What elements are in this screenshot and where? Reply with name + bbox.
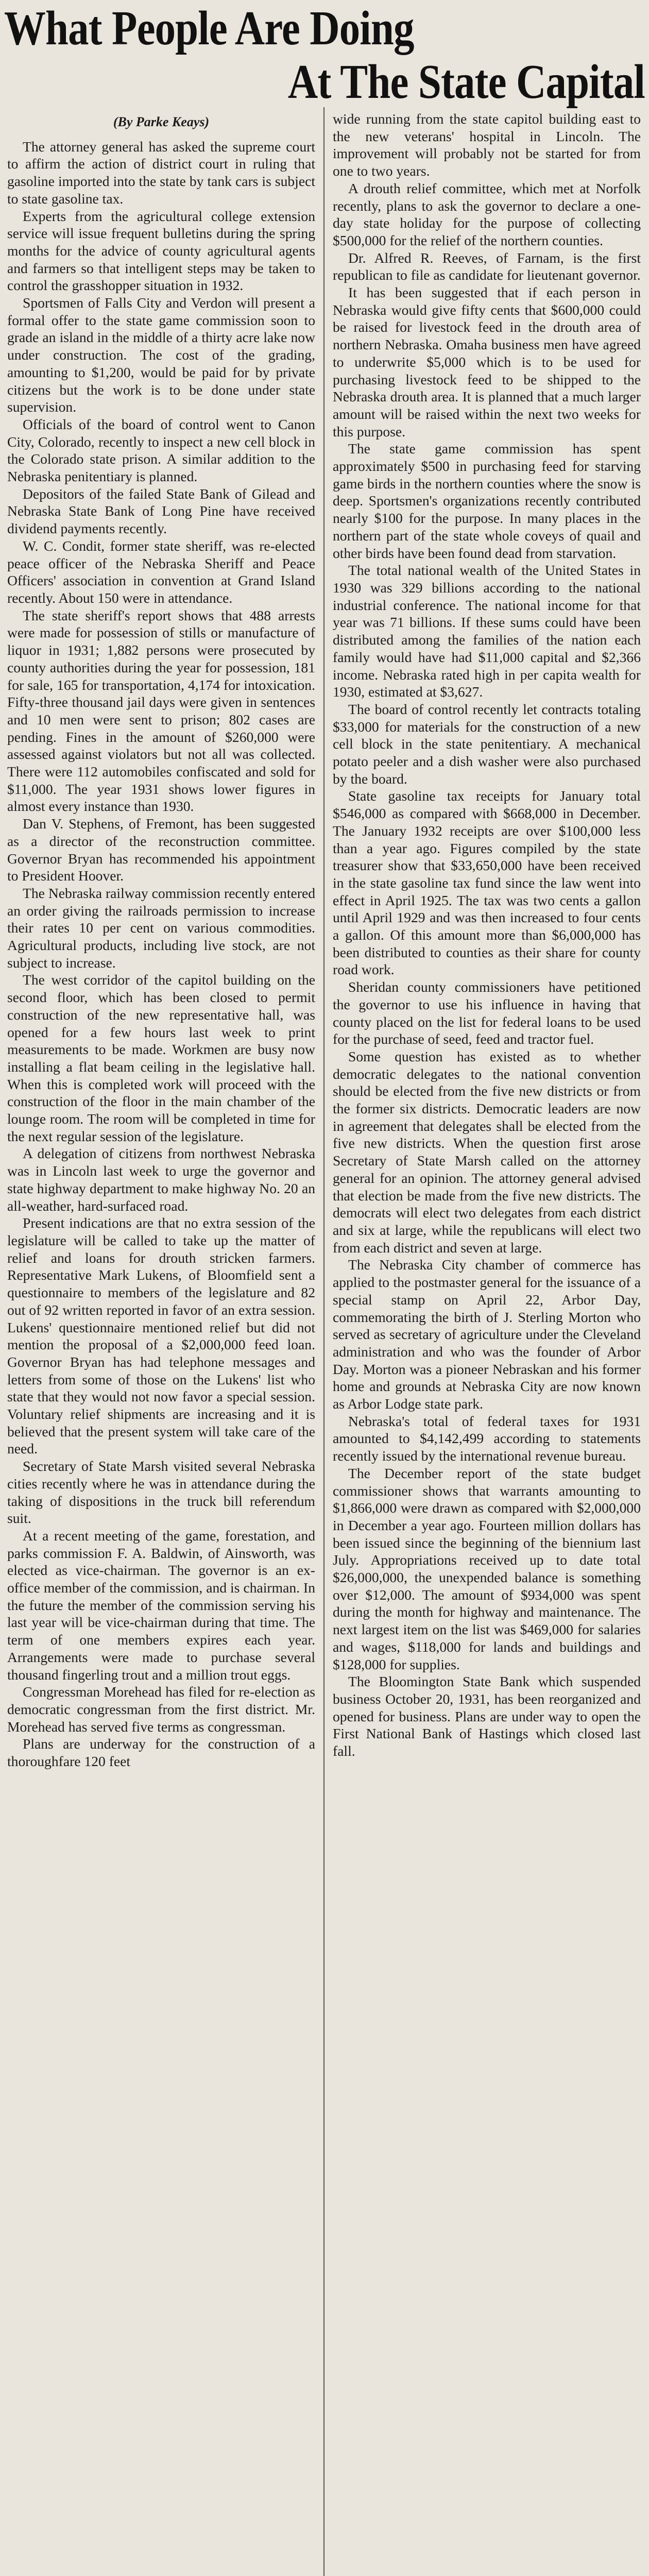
- article-column-left: [7, 110, 315, 1770]
- paragraph: Depositors of the failed State Bank of Gilead and Nebraska State Bank of Long Pine have received dividend payments recently.: [7, 485, 315, 537]
- column-divider: [323, 107, 324, 2576]
- paragraph: Secretary of State Marsh visited several Nebraska cities recently where he was in attendance during the taking of dispositions in the truck bill referendum suit.: [7, 1458, 315, 1527]
- paragraph-continued: wide running from the state capitol building east to the new veterans' hospital in Lincoln. The improvement will probably not be started for from one to two years.: [333, 111, 641, 179]
- paragraph: At a recent meeting of the game, forestation, and parks commission F. A. Baldwin, of Ainsworth, was elected as vice-chairman. The governor is an ex-office member of the commission, and is chairman. In the future the member of the commission serving his last year will be vice-chairman during that time. The term of one members expires each year. Arrangements were made to purchase several thousand fingerling trout and a million trout eggs.: [7, 1527, 315, 1683]
- article-column-right: [333, 110, 641, 1760]
- paragraph: Some question has existed as to whether democratic delegates to the national convention should be elected from the five new districts or from the former six districts. Democratic leaders are now in agreement that delegates shall be elected from the five new districts. When the question first arose Secretary of State Marsh called on the attorney general for an opinion. The attorney general advised that election be made from the five new districts. The democrats will elect two delegates from each district and six at large, while the republicans will elect two from each district and seven at large.: [333, 1048, 641, 1256]
- paragraph: The Nebraska City chamber of commerce has applied to the postmaster general for the issuance of a special stamp on April 22, Arbor Day, commemorating the birth of J. Sterling Morton who served as secretary of agriculture under the Cleveland administration and who was the founder of Arbor Day. Morton was a pioneer Nebraskan and his former home and grounds at Nebraska City are now known as Arbor Lodge state park.: [333, 1257, 641, 1412]
- paragraph: The state sheriff's report shows that 488 arrests were made for possession of stills or manufacture of liquor in 1931; 1,882 persons were prosecuted by county authorities during the year for possession, 181 for sale, 165 for transportation, 4,174 for intoxication. Fifty-three thousand jail days were given in sentences and 10 men were sent to prison; 802 cases are pending. Fines in the amount of $260,000 were assessed against violators but not all was collected. There were 112 automobiles confiscated and sold for $11,000. The year 1931 shows lower figures in almost every instance than 1930.: [7, 607, 315, 815]
- paragraph: The total national wealth of the United States in 1930 was 329 billions according to the national industrial conference. The national income for that year was 71 billions. If these sums could have been distributed among the families of the nation each family would have had $11,000 capital and $2,366 income. Nebraska rated high in per capita wealth for 1930, estimated at $3,627.: [333, 562, 641, 700]
- paragraph: Dr. Alfred R. Reeves, of Farnam, is the first republican to file as candidate for lieutenant governor.: [333, 249, 641, 283]
- paragraph: State gasoline tax receipts for January total $546,000 as compared with $668,000 in December. The January 1932 receipts are over $100,000 less than a year ago. Figures compiled by the state treasurer show that $33,650,000 have been received in the state gasoline tax fund since the law went into effect in April 1925. The tax was two cents a gallon until April 1929 and was then increased to four cents a gallon. Of this amount more than $6,000,000 has been distributed to counties as their share for county road work.: [333, 788, 641, 978]
- paragraph: The state game commission has spent approximately $500 in purchasing feed for starving game birds in the northern counties where the snow is deep. Sportsmen's organizations recently contributed nearly $100 for the purpose. In many places in the northern part of the state whole coveys of quail and other birds have been found dead from starvation.: [333, 440, 641, 561]
- headline-line-2: At The State Capital: [287, 55, 645, 109]
- byline: (By Parke Keays): [113, 114, 210, 129]
- paragraph: Present indications are that no extra session of the legislature will be called to take up the matter of relief and loans for drouth stricken farmers. Representative Mark Lukens, of Bloomfield sent a questionnaire to members of the legislature and 82 out of 92 written reported in favor of an extra session. Lukens' questionnaire mentioned relief but did not mention the proposal of a $2,000,000 feed loan. Governor Bryan has had telephone messages and letters from some of those on the Lukens' list who state that they would not now favor a special session. Voluntary relief shipments are increasing and it is believed that the present system will take care of the need.: [7, 1215, 315, 1457]
- paragraph: Plans are underway for the construction of a thoroughfare 120 feet: [7, 1736, 315, 1770]
- paragraph: The board of control recently let contracts totaling $33,000 for materials for the construction of a new cell block in the state penitentiary. A mechanical potato peeler and a dish washer were also purchased by the board.: [333, 701, 641, 787]
- paragraph: Congressman Morehead has filed for re-election as democratic congressman from the first district. Mr. Morehead has served five terms as congressman.: [7, 1684, 315, 1735]
- headline-line-1: What People Are Doing: [4, 2, 414, 55]
- paragraph: Nebraska's total of federal taxes for 1931 amounted to $4,142,499 according to statements recently issued by the international revenue bureau.: [333, 1413, 641, 1464]
- paragraph: The December report of the state budget commissioner shows that warrants amounting to $1,866,000 were drawn as compared with $2,000,000 in December a year ago. Fourteen million dollars has been issued since the beginning of the biennium last July. Appropriations received up to date total $26,000,000, the unexpended balance is something over $12,000. The amount of $934,000 was spent during the month for highway and maintenance. The next largest item on the list was $469,000 for salaries and wages, $118,000 for lands and buildings and $128,000 for supplies.: [333, 1465, 641, 1672]
- paragraph: Experts from the agricultural college extension service will issue frequent bulletins during the spring months for the advice of county agricultural agents and farmers so that intelligent steps may be taken to control the grasshopper situation in 1932.: [7, 208, 315, 294]
- paragraph: Sportsmen of Falls City and Verdon will present a formal offer to the state game commission soon to grade an island in the middle of a thirty acre lake now under construction. The cost of the grading, amounting to $1,200, would be paid for by private citizens but the work is to be done under state supervision.: [7, 295, 315, 415]
- paragraph: A delegation of citizens from northwest Nebraska was in Lincoln last week to urge the governor and state highway department to make highway No. 20 an all-weather, hard-surfaced road.: [7, 1145, 315, 1214]
- paragraph: The attorney general has asked the supreme court to affirm the action of district court in ruling that gasoline imported into the state by tank cars is subject to state gasoline tax.: [7, 138, 315, 207]
- paragraph: The Nebraska railway commission recently entered an order giving the railroads permission to increase their rates 10 per cent on various commodities. Agricultural products, including live stock, are not subject to increase.: [7, 885, 315, 971]
- paragraph: Dan V. Stephens, of Fremont, has been suggested as a director of the reconstruction committee. Governor Bryan has recommended his appointment to President Hoover.: [7, 816, 315, 884]
- paragraph: Sheridan county commissioners have petitioned the governor to use his influence in having that county placed on the list for federal loans to be used for the purchase of seed, feed and tractor fuel.: [333, 979, 641, 1047]
- paragraph: A drouth relief committee, which met at Norfolk recently, plans to ask the governor to declare a one-day state holiday for the purpose of collecting $500,000 for the relief of the northern counties.: [333, 180, 641, 248]
- paragraph: The Bloomington State Bank which suspended business October 20, 1931, has been reorganized and opened for business. Plans are under way to open the First National Bank of Hastings which closed last fall.: [333, 1673, 641, 1759]
- paragraph: W. C. Condit, former state sheriff, was re-elected peace officer of the Nebraska Sheriff and Peace Officers' association in convention at Grand Island recently. About 150 were in attendance.: [7, 537, 315, 606]
- paragraph: Officials of the board of control went to Canon City, Colorado, recently to inspect a new cell block in the Colorado state prison. A similar addition to the Nebraska penitentiary is planned.: [7, 416, 315, 485]
- paragraph: The west corridor of the capitol building on the second floor, which has been closed to permit construction of the new representative hall, was opened for a few hours last week to print measurements to be made. Workmen are busy now installing a flat beam ceiling in the legislative hall. When this is completed work will proceed with the construction of the floor in the main chamber of the lounge room. The room will be completed in time for the next regular session of the legislature.: [7, 972, 315, 1144]
- paragraph: It has been suggested that if each person in Nebraska would give fifty cents that $600,000 could be raised for livestock feed in the drouth area of northern Nebraska. Omaha business men have agreed to underwrite $5,000 which is to be used for purchasing livestock feed to be shipped to the Nebraska drouth area. It is planned that a much larger amount will be raised within the next two weeks for this purpose.: [333, 284, 641, 439]
